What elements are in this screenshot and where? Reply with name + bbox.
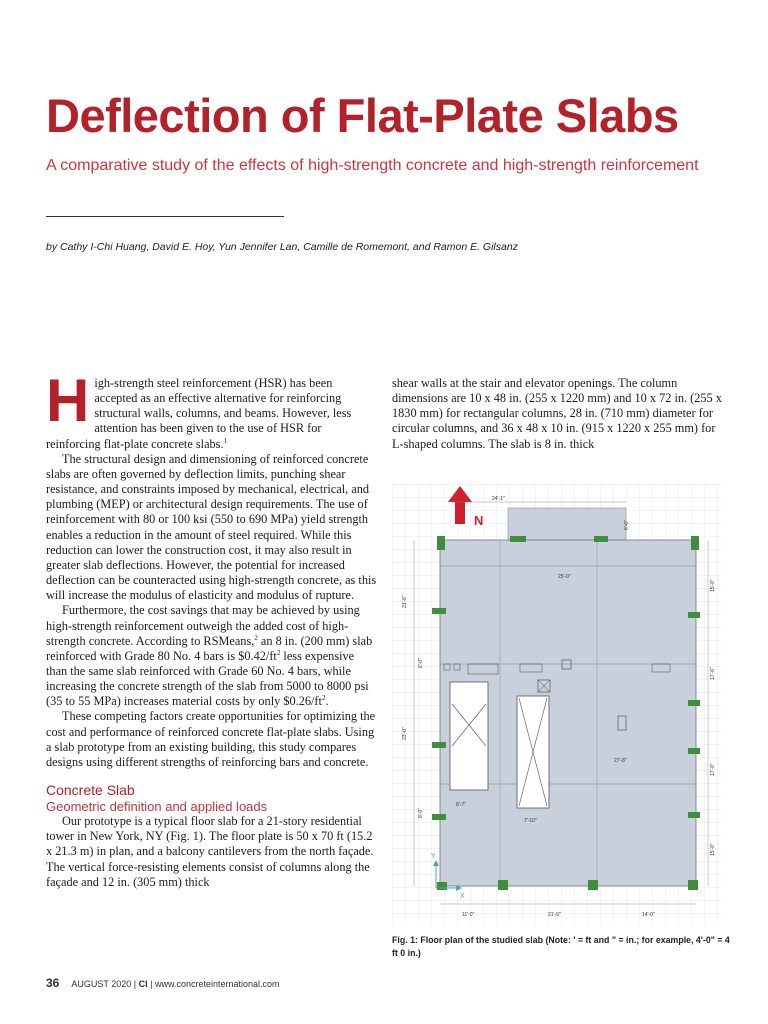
dim-left-mid2: 23'-0"	[402, 727, 408, 740]
figure-caption: Fig. 1: Floor plan of the studied slab (Note: ' = ft and " = in.; for example, 4'-0" = 4 ft 0 in.)	[392, 935, 730, 958]
paragraph-4: These competing factors create opportunities for optimizing the cost and performance of reinforced concrete flat-plate slabs. Using a slab prototype from an existing building, this study compares designs using different strengths of reinforcing bars and concrete.	[46, 709, 376, 769]
page-number: 36	[46, 976, 60, 990]
section-heading: Concrete Slab	[46, 782, 135, 799]
paragraph-1: High-strength steel reinforcement (HSR) has been accepted as an effective alternative for reinforcing structural walls, columns, and beams. However, less attention has been given to the use of HSR for reinforcing flat-plate concrete slabs.$^1$	[46, 367, 352, 451]
dim-top: 24'-1"	[492, 496, 505, 502]
stair-core	[450, 682, 488, 790]
axis-x-label: X	[460, 893, 465, 900]
issue-date: AUGUST 2020	[71, 979, 132, 989]
dim-core2: 7'-10"	[524, 818, 537, 824]
article-subtitle: A comparative study of the effects of high-strength concrete and high-strength reinforcement	[46, 157, 699, 174]
dim-balcony: 6'-0"	[624, 520, 630, 530]
dim-bottom3: 14'-0"	[642, 912, 655, 918]
dim-bottom2: 21'-9"	[548, 912, 561, 918]
dim-left-mid1: 6'-0"	[418, 658, 424, 668]
dim-core1: 8'-7"	[456, 802, 466, 808]
axis-y-label: Y	[431, 853, 436, 860]
dim-right1: 15'-0"	[710, 579, 716, 592]
dim-right2: 17'-6"	[710, 667, 716, 680]
paragraph-2: The structural design and dimensioning of reinforced concrete slabs are often governed by deflection limits, punching shear resistance, and constraints imposed by mechanical, electrical, and plumbing (MEP) or architectural design requirements. The use of reinforcement with 80 or 100 ksi (550 to 690 MPa) yield strength enables a reduction in the amount of steel required. While this reduction can lower the construction cost, it may also result in greater slab deflections. However, the potential for increased deflection can be counteracted using high-strength concrete, as this will increase the modulus of elasticity and modulus of rupture.	[46, 451, 377, 603]
ci-logo: CI	[138, 979, 148, 989]
balcony	[508, 508, 626, 540]
dim-right3: 17'-0"	[710, 763, 716, 776]
footer-separator: |	[133, 979, 137, 989]
dim-inner-top: 25'-0"	[558, 574, 571, 580]
website-link[interactable]: www.concreteinternational.com	[155, 979, 280, 989]
author-byline: by Cathy I-Chi Huang, David E. Hoy, Yun Jennifer Lan, Camille de Romemont, and Ramon E. Gilsanz	[46, 241, 518, 253]
north-label: N	[474, 513, 484, 528]
body-column-left	[46, 367, 378, 890]
floor-plan-drawing	[392, 484, 722, 924]
ref-1: 1	[223, 436, 228, 445]
paragraph-6: shear walls at the stair and elevator openings. The column dimensions are 10 x 48 in. (255 x 1220 mm) and 10 x 72 in. (255 x 1830 mm) for rectangular columns, 28 in. (710 mm) diameter for circular columns, and 36 x 48 x 10 in. (915 x 1220 x 255 mm) for L-shaped columns. The slab is 8 in. thick	[392, 376, 722, 451]
subsection-heading: Geometric definition and applied loads	[46, 799, 268, 815]
dim-bottom1: 11'-0"	[462, 912, 475, 918]
paragraph-5: Our prototype is a typical floor slab for a 21-story residential tower in New York, NY (Fig. 1). The floor plate is 50 x 70 ft (15.2 x 21.3 m) in plan, and a balcony cantilevers from the north façade. The vertical force-resisting elements consist of columns along the façade and 12 in. (305 mm) thick	[46, 814, 374, 889]
drop-cap: H	[46, 367, 90, 434]
page-footer	[46, 976, 546, 990]
paragraph-3: Furthermore, the cost savings that may be achieved by using high-strength reinforcement outweigh the added cost of high-strength concrete. According to RSMeans,$^2$ an 8 in. (200 mm) slab reinforced with Grade 80 No. 4 bars is $\$0.42/ft^2$ less expensive than the same slab reinforced with Grade 60 No. 4 bars, while increasing the concrete strength of the slab from 5000 to 8000 psi (35 to 55 MPa) increases material costs by only $\$0.26/ft^2$.	[46, 603, 373, 709]
dim-left-upper: 21'-6"	[402, 595, 408, 608]
footer-separator-2: |	[150, 979, 153, 989]
dim-left-low: 8'-0"	[418, 808, 424, 818]
dim-right4: 15'-0"	[710, 843, 716, 856]
title-divider	[46, 216, 284, 217]
floor-plan-figure	[392, 484, 722, 924]
body-column-right	[392, 376, 724, 452]
article-title: Deflection of Flat-Plate Slabs	[46, 89, 679, 142]
dim-span: 27'-8"	[614, 758, 627, 764]
